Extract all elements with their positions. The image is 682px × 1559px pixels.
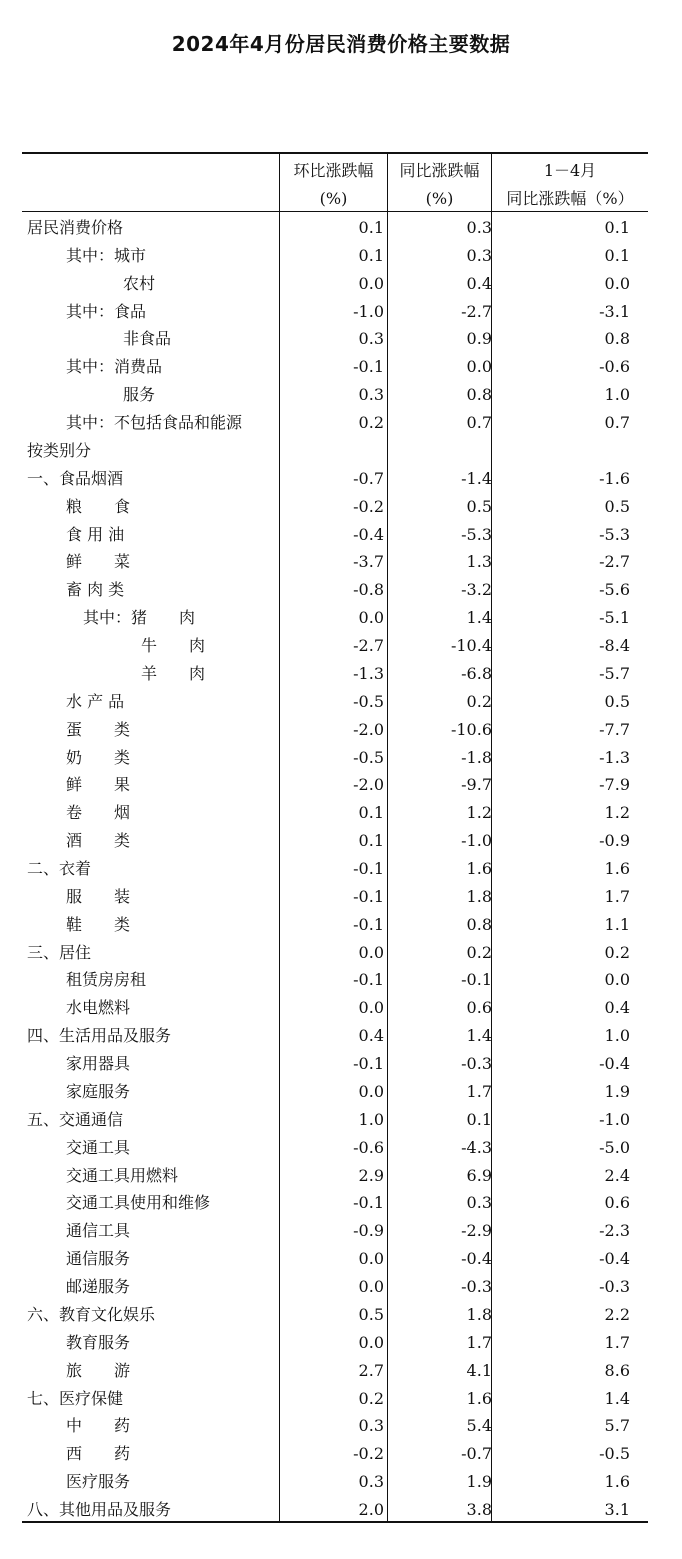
- header-mom: [280, 157, 387, 213]
- row-label: 西 药: [66, 1444, 131, 1464]
- ytd-value: -1.6: [599, 468, 630, 488]
- ytd-value: -7.7: [599, 719, 630, 739]
- mom-value: -0.5: [353, 747, 384, 767]
- table-row: [22, 409, 648, 437]
- mom-value: 0.3: [358, 1416, 384, 1436]
- row-label: 租赁房房租: [66, 970, 147, 990]
- table-row: [22, 1357, 648, 1385]
- header-yoy-label: 同比涨跌幅: [399, 161, 480, 180]
- yoy-value: 4.1: [466, 1360, 492, 1380]
- mom-value: 2.0: [358, 1500, 384, 1520]
- ytd-value: 1.2: [604, 803, 630, 823]
- ytd-value: -5.3: [599, 524, 630, 544]
- ytd-value: -0.4: [599, 1054, 630, 1074]
- row-label: 按类别分: [27, 440, 92, 460]
- ytd-value: -5.1: [599, 608, 630, 628]
- table-row: [22, 521, 648, 549]
- row-label: 畜 肉 类: [66, 580, 125, 600]
- yoy-value: 5.4: [466, 1416, 492, 1436]
- ytd-value: -5.6: [599, 580, 630, 600]
- ytd-value: -2.3: [599, 1221, 630, 1241]
- table-row: [22, 1468, 648, 1496]
- header-mom-unit: (%): [319, 189, 348, 208]
- row-label: 六、教育文化娱乐: [27, 1304, 156, 1324]
- ytd-value: -0.6: [599, 357, 630, 377]
- row-label: 五、交通通信: [27, 1109, 124, 1129]
- ytd-value: -0.9: [599, 831, 630, 851]
- header-ytd: [492, 157, 648, 213]
- row-label: 三、居住: [27, 942, 92, 962]
- table-row: [22, 298, 648, 326]
- yoy-value: -2.7: [461, 301, 492, 321]
- yoy-value: 0.3: [466, 245, 492, 265]
- mom-value: 2.9: [358, 1165, 384, 1185]
- mom-value: -0.8: [353, 580, 384, 600]
- row-label: 非食品: [123, 329, 172, 349]
- row-label: 鲜 菜: [66, 552, 131, 572]
- row-label: 交通工具: [66, 1137, 131, 1157]
- mom-value: -3.7: [353, 552, 384, 572]
- header-mom-label: 环比涨跌幅: [293, 161, 374, 180]
- table-row: [22, 1440, 648, 1468]
- table-row: [22, 1385, 648, 1413]
- mom-value: 0.3: [358, 1472, 384, 1492]
- ytd-value: -2.7: [599, 552, 630, 572]
- ytd-value: 0.1: [604, 218, 630, 237]
- table-row: [22, 1022, 648, 1050]
- mom-value: 0.0: [358, 1081, 384, 1101]
- table-row: [22, 1078, 648, 1106]
- row-label: 蛋 类: [66, 719, 131, 739]
- table-row: [22, 437, 648, 465]
- yoy-value: 0.2: [466, 691, 492, 711]
- mom-value: 0.0: [358, 1277, 384, 1297]
- row-label: 鞋 类: [66, 914, 131, 934]
- mom-value: -2.0: [353, 719, 384, 739]
- table-row: [22, 827, 648, 855]
- yoy-value: 1.9: [466, 1472, 492, 1492]
- ytd-value: -0.4: [599, 1249, 630, 1269]
- table-row: [22, 939, 648, 967]
- ytd-value: 1.0: [604, 1026, 630, 1046]
- mom-value: 0.0: [358, 942, 384, 962]
- mom-value: 0.2: [358, 1388, 384, 1408]
- ytd-value: -5.7: [599, 663, 630, 683]
- yoy-value: -4.3: [461, 1137, 492, 1157]
- mom-value: 0.0: [358, 1332, 384, 1352]
- ytd-value: -1.3: [599, 747, 630, 767]
- yoy-value: 0.4: [466, 273, 492, 293]
- ytd-value: 3.1: [604, 1500, 630, 1520]
- header-yoy-unit: (%): [425, 189, 454, 208]
- row-label: 交通工具用燃料: [66, 1165, 179, 1185]
- row-label: 农村: [123, 273, 156, 293]
- table-row: [22, 1273, 648, 1301]
- ytd-value: 0.7: [604, 413, 630, 433]
- mom-value: 0.3: [358, 385, 384, 405]
- yoy-value: -0.3: [461, 1054, 492, 1074]
- table-row: [22, 883, 648, 911]
- ytd-value: 5.7: [604, 1416, 630, 1436]
- table-row: [22, 966, 648, 994]
- row-label: 一、食品烟酒: [27, 468, 124, 488]
- yoy-value: 1.7: [466, 1332, 492, 1352]
- ytd-value: -3.1: [599, 301, 630, 321]
- yoy-value: 0.8: [466, 914, 492, 934]
- table-row: [22, 799, 648, 827]
- yoy-value: -0.1: [461, 970, 492, 990]
- row-label: 交通工具使用和维修: [66, 1193, 211, 1213]
- mom-value: -0.1: [353, 914, 384, 934]
- ytd-value: -8.4: [599, 636, 630, 656]
- header-ytd-period: 1－4月: [543, 161, 597, 180]
- mom-value: -2.7: [353, 636, 384, 656]
- table-row: [22, 1106, 648, 1134]
- row-label: 家庭服务: [66, 1081, 131, 1101]
- table-row: [22, 1412, 648, 1440]
- ytd-value: 0.0: [604, 273, 630, 293]
- table-row: [22, 242, 648, 270]
- table-row: [22, 771, 648, 799]
- ytd-value: 1.6: [604, 1472, 630, 1492]
- table-row: [22, 1162, 648, 1190]
- row-label: 其中：不包括食品和能源: [66, 413, 243, 433]
- ytd-value: 8.6: [604, 1360, 630, 1380]
- mom-value: 0.0: [358, 608, 384, 628]
- ytd-value: 0.6: [604, 1193, 630, 1213]
- mom-value: -1.0: [353, 301, 384, 321]
- row-label: 酒 类: [66, 831, 131, 851]
- mom-value: -1.3: [353, 663, 384, 683]
- ytd-value: 0.5: [604, 496, 630, 516]
- table-row: [22, 604, 648, 632]
- ytd-value: -0.5: [599, 1444, 630, 1464]
- row-label: 其中：食品: [66, 301, 147, 321]
- table-row: [22, 1217, 648, 1245]
- mom-value: -0.2: [353, 496, 384, 516]
- mom-value: 0.3: [358, 329, 384, 349]
- ytd-value: 1.7: [604, 886, 630, 906]
- yoy-value: -0.3: [461, 1277, 492, 1297]
- yoy-value: 0.2: [466, 942, 492, 962]
- yoy-value: 1.8: [466, 1304, 492, 1324]
- table-row: [22, 1496, 648, 1524]
- yoy-value: -9.7: [461, 775, 492, 795]
- table-row: [22, 214, 648, 242]
- mom-value: 0.1: [358, 218, 384, 237]
- mom-value: -0.2: [353, 1444, 384, 1464]
- yoy-value: 1.6: [466, 859, 492, 878]
- mom-value: -0.1: [353, 970, 384, 990]
- mom-value: -0.1: [353, 886, 384, 906]
- yoy-value: 1.7: [466, 1081, 492, 1101]
- table-top-rule: [22, 152, 648, 154]
- yoy-value: 1.4: [466, 1026, 492, 1046]
- table-row: [22, 911, 648, 939]
- row-label: 卷 烟: [66, 803, 131, 823]
- table-row: [22, 1189, 648, 1217]
- mom-value: 0.4: [358, 1026, 384, 1046]
- row-label: 二、衣着: [27, 859, 92, 878]
- row-label: 水电燃料: [66, 998, 131, 1018]
- row-label: 八、其他用品及服务: [27, 1500, 172, 1520]
- mom-value: 0.1: [358, 245, 384, 265]
- yoy-value: -1.8: [461, 747, 492, 767]
- yoy-value: 1.4: [466, 608, 492, 628]
- row-label: 教育服务: [66, 1332, 131, 1352]
- mom-value: 0.5: [358, 1304, 384, 1324]
- yoy-value: -10.6: [450, 719, 492, 739]
- row-label: 奶 类: [66, 747, 131, 767]
- row-label: 四、生活用品及服务: [27, 1026, 172, 1046]
- yoy-value: 0.3: [466, 1193, 492, 1213]
- mom-value: -0.5: [353, 691, 384, 711]
- yoy-value: -1.0: [461, 831, 492, 851]
- ytd-value: 1.1: [604, 914, 630, 934]
- row-label: 水 产 品: [66, 691, 125, 711]
- mom-value: 0.0: [358, 998, 384, 1018]
- ytd-value: 1.0: [604, 385, 630, 405]
- row-label: 其中：消费品: [66, 357, 163, 377]
- table-row: [22, 381, 648, 409]
- mom-value: 2.7: [358, 1360, 384, 1380]
- yoy-value: 0.0: [466, 357, 492, 377]
- row-label: 其中：猪 肉: [83, 608, 196, 628]
- row-label: 居民消费价格: [27, 218, 124, 237]
- yoy-value: 0.3: [466, 218, 492, 237]
- table-row: [22, 1329, 648, 1357]
- table-row: [22, 270, 648, 298]
- mom-value: 0.0: [358, 273, 384, 293]
- table-row: [22, 744, 648, 772]
- yoy-value: -0.4: [461, 1249, 492, 1269]
- yoy-value: 0.1: [466, 1109, 492, 1129]
- yoy-value: -5.3: [461, 524, 492, 544]
- ytd-value: 2.2: [604, 1304, 630, 1324]
- row-label: 粮 食: [66, 496, 131, 516]
- row-label: 食 用 油: [66, 524, 125, 544]
- mom-value: 0.2: [358, 413, 384, 433]
- yoy-value: 6.9: [466, 1165, 492, 1185]
- mom-value: -0.1: [353, 859, 384, 878]
- mom-value: -0.1: [353, 1193, 384, 1213]
- yoy-value: -1.4: [461, 468, 492, 488]
- mom-value: -0.1: [353, 1054, 384, 1074]
- ytd-value: -7.9: [599, 775, 630, 795]
- ytd-value: 1.7: [604, 1332, 630, 1352]
- row-label: 鲜 果: [66, 775, 131, 795]
- row-label: 通信工具: [66, 1221, 131, 1241]
- ytd-value: 0.0: [604, 970, 630, 990]
- header-yoy: [388, 157, 491, 213]
- yoy-value: 1.6: [466, 1388, 492, 1408]
- row-label: 羊 肉: [141, 663, 206, 683]
- yoy-value: 1.2: [466, 803, 492, 823]
- row-label: 通信服务: [66, 1249, 131, 1269]
- header-ytd-label: 同比涨跌幅（%）: [506, 189, 634, 208]
- row-label: 服务: [123, 385, 156, 405]
- yoy-value: -6.8: [461, 663, 492, 683]
- mom-value: -0.7: [353, 468, 384, 488]
- row-label: 邮递服务: [66, 1277, 131, 1297]
- mom-value: 0.0: [358, 1249, 384, 1269]
- ytd-value: 0.8: [604, 329, 630, 349]
- page-title: 2024年4月份居民消费价格主要数据: [171, 32, 511, 56]
- table-row: [22, 632, 648, 660]
- yoy-value: 1.8: [466, 886, 492, 906]
- yoy-value: 0.8: [466, 385, 492, 405]
- table-row: [22, 688, 648, 716]
- mom-value: 0.1: [358, 831, 384, 851]
- mom-value: -0.4: [353, 524, 384, 544]
- table-row: [22, 325, 648, 353]
- table-row: [22, 465, 648, 493]
- ytd-value: 1.4: [604, 1388, 630, 1408]
- ytd-value: 0.5: [604, 691, 630, 711]
- table-row: [22, 716, 648, 744]
- ytd-value: 0.1: [604, 245, 630, 265]
- table-row: [22, 493, 648, 521]
- row-label: 旅 游: [66, 1360, 131, 1380]
- yoy-value: 0.7: [466, 413, 492, 433]
- row-label: 七、医疗保健: [27, 1388, 124, 1408]
- yoy-value: -10.4: [450, 636, 492, 656]
- mom-value: -2.0: [353, 775, 384, 795]
- row-label: 其中：城市: [66, 245, 147, 265]
- ytd-value: 0.2: [604, 942, 630, 962]
- ytd-value: 1.6: [604, 859, 630, 878]
- ytd-value: -5.0: [599, 1137, 630, 1157]
- yoy-value: -2.9: [461, 1221, 492, 1241]
- table-row: [22, 353, 648, 381]
- yoy-value: 0.9: [466, 329, 492, 349]
- table-row: [22, 1134, 648, 1162]
- table-row: [22, 1050, 648, 1078]
- ytd-value: 2.4: [604, 1165, 630, 1185]
- row-label: 中 药: [66, 1416, 131, 1436]
- yoy-value: -3.2: [461, 580, 492, 600]
- mom-value: -0.1: [353, 357, 384, 377]
- yoy-value: 0.5: [466, 496, 492, 516]
- ytd-value: -0.3: [599, 1277, 630, 1297]
- mom-value: -0.9: [353, 1221, 384, 1241]
- table-row: [22, 1301, 648, 1329]
- table-row: [22, 855, 648, 883]
- row-label: 医疗服务: [66, 1472, 131, 1492]
- ytd-value: -1.0: [599, 1109, 630, 1129]
- yoy-value: 1.3: [466, 552, 492, 572]
- table-row: [22, 1245, 648, 1273]
- yoy-value: -0.7: [461, 1444, 492, 1464]
- row-label: 服 装: [66, 886, 131, 906]
- row-label: 牛 肉: [141, 636, 206, 656]
- yoy-value: 0.6: [466, 998, 492, 1018]
- mom-value: 1.0: [358, 1109, 384, 1129]
- mom-value: 0.1: [358, 803, 384, 823]
- ytd-value: 1.9: [604, 1081, 630, 1101]
- yoy-value: 3.8: [466, 1500, 492, 1520]
- row-label: 家用器具: [66, 1054, 131, 1074]
- table-row: [22, 548, 648, 576]
- table-row: [22, 660, 648, 688]
- ytd-value: 0.4: [604, 998, 630, 1018]
- mom-value: -0.6: [353, 1137, 384, 1157]
- table-row: [22, 994, 648, 1022]
- table-row: [22, 576, 648, 604]
